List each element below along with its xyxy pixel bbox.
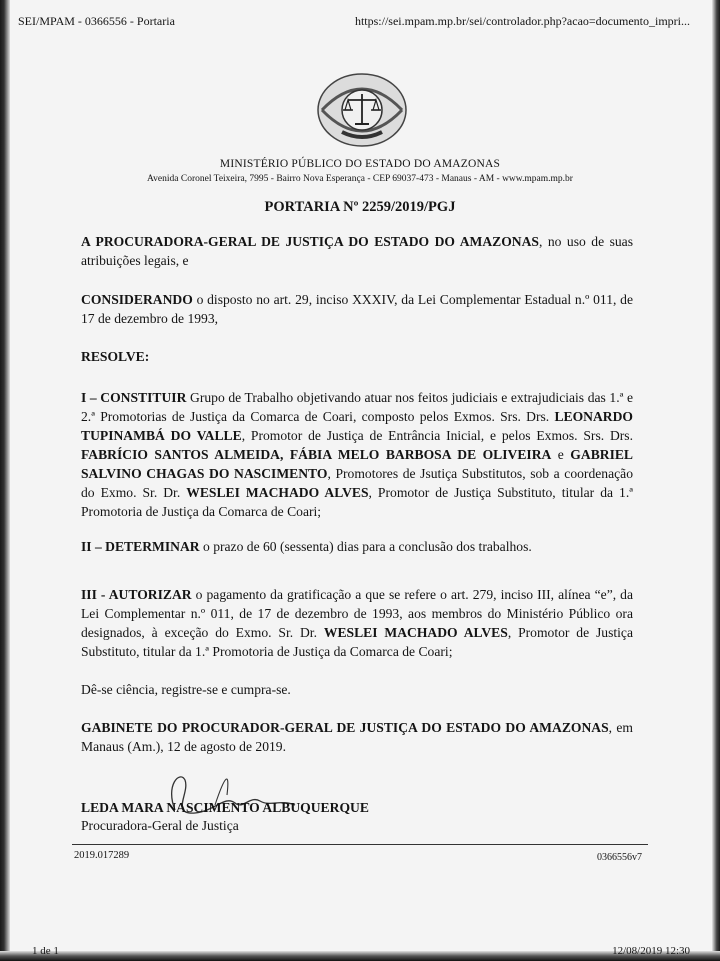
- paragraph-constituir: [81, 388, 633, 521]
- determinar-bold: II – DETERMINAR: [81, 539, 200, 554]
- paragraph-autorizar: [81, 585, 633, 661]
- signer-role: Procuradora-Geral de Justiça: [81, 818, 239, 833]
- considerando-text: o disposto no art. 29, inciso XXXIV, da Lei Complementar Estadual n.º 011, de 17 de dezembro de 1993,: [81, 292, 633, 326]
- determinar-text: o prazo de 60 (sessenta) dias para a conclusão dos trabalhos.: [199, 539, 532, 554]
- document-code: 0366556v7: [597, 852, 642, 863]
- constituir-text-4: , Promotores de Jsutiça Substitutos, sob a coordenação do Exmo. Sr. Dr.: [81, 466, 633, 500]
- constituir-bold: I – CONSTITUIR: [81, 390, 187, 405]
- constituir-text-5: , Promotor de Justiça Substituto, titular da 1.ª Promotoria de Justiça da Comarca de Coari;: [81, 485, 633, 519]
- autorizar-text-1: o pagamento da gratificação a que se refere o art. 279, inciso III, alínea “e”, da Lei Complementar n.º 011, de 17 de dezembro de 1993, aos membros do Ministério Público ora designados, à exceção do Exmo. Sr. Dr.: [81, 587, 634, 640]
- process-number: 2019.017289: [74, 850, 130, 861]
- paragraph-gabinete: [81, 718, 633, 756]
- paragraph-resolve: [81, 347, 633, 366]
- mpam-seal-logo: [312, 70, 412, 150]
- member-name-1: LEONARDO TUPINAMBÁ DO VALLE: [81, 409, 633, 443]
- institution-address: Avenida Coronel Teixeira, 7995 - Bairro Nova Esperança - CEP 69037-473 - Manaus - AM - www.mpam.mp.br: [147, 174, 573, 184]
- gabinete-text: , em Manaus (Am.), 12 de agosto de 2019.: [81, 720, 633, 754]
- scan-edge-left: [0, 0, 10, 961]
- constituir-text-1: Grupo de Trabalho objetivando atuar nos feitos judiciais e extrajudiciais das 1.ª e 2.ª Promotorias de Justiça da Comarca de Coari, composto pelos Exmos. Srs. Drs.: [81, 390, 634, 424]
- member-name-3: GABRIEL SALVINO CHAGAS DO NASCIMENTO: [81, 447, 633, 481]
- browser-print-title: SEI/MPAM - 0366556 - Portaria: [18, 14, 175, 28]
- document-title: PORTARIA Nº 2259/2019/PGJ: [264, 199, 456, 215]
- footer-divider: [72, 844, 648, 845]
- paragraph-closing: Dê-se ciência, registre-se e cumpra-se.: [81, 682, 291, 697]
- scan-edge-right: [712, 0, 720, 961]
- signer-name: LEDA MARA NASCIMENTO ALBUQUERQUE: [81, 800, 369, 815]
- member-names-2: FABRÍCIO SANTOS ALMEIDA, FÁBIA MELO BARBOSA DE OLIVEIRA: [81, 447, 552, 462]
- browser-print-url: https://sei.mpam.mp.br/sei/controlador.php?acao=documento_impri...: [354, 14, 690, 28]
- paragraph-determinar: [81, 537, 633, 556]
- paragraph-opening: [81, 232, 633, 270]
- print-datetime: 12/08/2019 12:30: [612, 945, 690, 957]
- constituir-text-3: e: [551, 447, 571, 462]
- gabinete-bold: GABINETE DO PROCURADOR-GERAL DE JUSTIÇA DO ESTADO DO AMAZONAS: [81, 720, 609, 735]
- coordinator-name: WESLEI MACHADO ALVES: [186, 485, 369, 500]
- paragraph-considerando: [81, 290, 633, 328]
- excepted-member-name: WESLEI MACHADO ALVES: [323, 625, 508, 640]
- opening-text: , no uso de suas atribuições legais, e: [81, 234, 634, 268]
- handwritten-signature: [155, 765, 335, 825]
- autorizar-bold: III - AUTORIZAR: [81, 587, 192, 602]
- opening-bold: A PROCURADORA-GERAL DE JUSTIÇA DO ESTADO DO AMAZONAS: [81, 234, 539, 249]
- institution-name: MINISTÉRIO PÚBLICO DO ESTADO DO AMAZONAS: [219, 158, 501, 170]
- considerando-bold: CONSIDERANDO: [81, 292, 193, 307]
- print-page-count: 1 de 1: [32, 945, 59, 957]
- resolve-bold: RESOLVE:: [81, 349, 150, 364]
- autorizar-text-2: , Promotor de Justiça Substituto, titular da 1.ª Promotoria de Justiça da Comarca de Coari;: [81, 625, 633, 659]
- constituir-text-2: , Promotor de Justiça de Entrância Inicial, e pelos Exmos. Srs. Drs.: [241, 428, 633, 443]
